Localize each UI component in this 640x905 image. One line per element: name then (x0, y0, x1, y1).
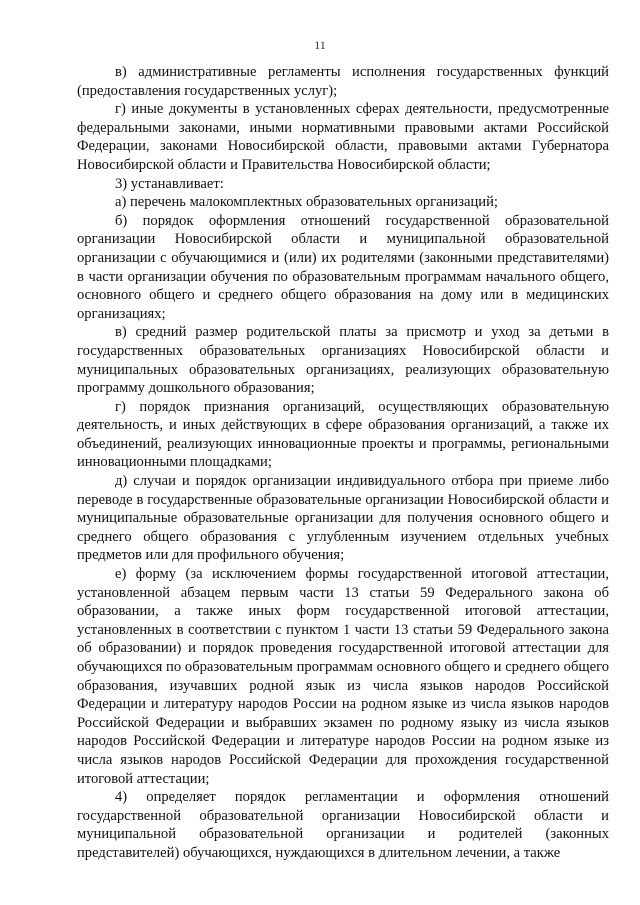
paragraph-e-final-attestation: е) форму (за исключением формы государственной итоговой аттестации, установленной абзацем первым части 13 статьи 59 Федерального закона об образовании, а также иных форм государственной итоговой аттестации, установленных в соответствии с пунктом 1 части 13 статьи 59 Федерального закона об образовании) и порядок проведения государственной итоговой аттестации для обучающихся по образовательным программам основного общего и среднего общего образования, изучавших родной язык из числа языков народов Российской Федерации и литературу народов России на родном языке из числа языков народов Российской Федерации и выбравших экзамен по родному языку из числа языков народов Российской Федерации и литературе народов России на родном языке из числа языков народов Российской Федерации для прохождения государственной итоговой аттестации; (77, 566, 609, 787)
paragraph-g-innovation-platforms: г) порядок признания организаций, осуществляющих образовательную деятельность, и иных действующих в сфере образования организаций, а также их объединений, реализующих инновационные проекты и программы, региональными инновационными площадками; (77, 398, 609, 471)
paragraph-v-administrative-regulations: в) административные регламенты исполнения государственных функций (предоставления государственных услуг); (77, 64, 609, 99)
paragraph-b-home-education-order: б) порядок оформления отношений государственной образовательной организации Новосибирской области и муниципальной образовательной организации с обучающимися и (или) их родителями (законными представителями) в части организации обучения по образовательным программам начального общего, основного общего и среднего общего образования на дому или в медицинских организациях; (77, 212, 609, 322)
paragraph-g-other-documents: г) иные документы в установленных сферах деятельности, предусмотренные федеральными законами, иными нормативными правовыми актами Российской Федерации, законами Новосибирской области, правовыми актами Губернатора Новосибирской области и Правительства Новосибирской области; (77, 101, 609, 173)
paragraph-a-small-schools-list: а) перечень малокомплектных образовательных организаций; (115, 194, 498, 211)
paragraph-4-determines: 4) определяет порядок регламентации и оформления отношений государственной образовательной организации Новосибирской области и муниципальной образовательной организации и родителей (законных представителей) обучающихся, нуждающихся в длительном лечении, а также (77, 789, 609, 861)
page-number: 11 (314, 38, 326, 52)
paragraph-d-individual-selection: д) случаи и порядок организации индивидуального отбора при приеме либо переводе в государственные образовательные организации Новосибирской области и муниципальные образовательные организации для получения основного общего и среднего общего образования с углубленным изучением отдельных учебных предметов или для профильного обучения; (77, 473, 609, 564)
paragraph-3-establishes: 3) устанавливает: (115, 175, 224, 192)
document-body (77, 63, 609, 863)
paragraph-v-parental-fee: в) средний размер родительской платы за присмотр и уход за детьми в государственных образовательных организациях Новосибирской области и муниципальных образовательных организациях, реализующих образовательную программу дошкольного образования; (77, 324, 609, 397)
